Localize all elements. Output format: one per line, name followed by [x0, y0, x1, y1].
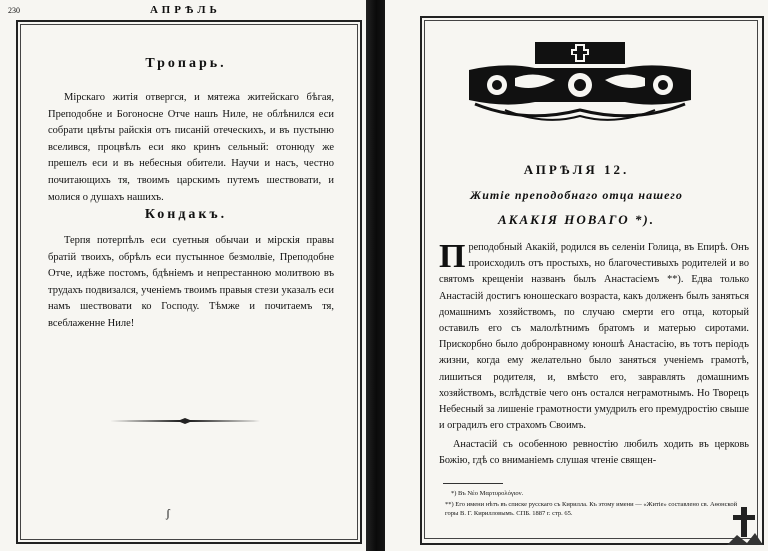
kontakion-text: Терпя потерпѣлъ еси суетныя обычаи и мірскія правы братій твоихъ, обрѣлъ еси пустынное безмолвіе, Преподобне Отче, идѣже постомъ, бдѣніемъ и непрестанною молитвою въ трудахъ подвизался, ученіемъ твоимъ правыя стези указалъ еси намъ шествовати ко Господу. Тѣмже и почитаемъ тя, всеблаженне Ниле!: [48, 235, 334, 329]
body-text-main: реподобный Акакій, родился въ селеніи Голица, въ Епирѣ. Онъ происходилъ отъ простыхъ, но благочестивыхъ родителей и во святомъ крещеніи названъ былъ Анастасіемъ **). Едва только Анастасій достигъ юношескаго возраста, какъ долженъ былъ заняться домашнимъ хозяйствомъ, по случаю смерти его отца, который оставилъ его съ малолѣтнимъ братомъ и матерью сиротами. Прискорбно было добронравному юношѣ Анастасію, въ тотъ періодъ жизни, когда ему желательно было заняться ученіемъ грамотѣ, лишиться родителя, и, вмѣсто его, завравлять домашнимъ хозяйствомъ, вслѣдствіе чего онъ остался неграмотнымъ. Но Творецъ Небесный за лишеніе грамотности умудрилъ его премудростію свыше и оградилъ его страхомъ Своимъ.: [439, 242, 749, 432]
troparion-text: Мірскаго житія отвергся, и мятежа житейскаго бѣгая, Преподобне и Богоносне Отче нашъ Ниле, не облѣнился еси собрати цвѣты райскія отъ писаній отеческихъ, и въ пустыню вселився, процвѣлъ еси яко кринъ сельный: отонюду же прешелъ еси и въ небесныя обители. Научи и насъ, честно почитающихъ тя, твоимъ царскимъ путемъ шествовати, и молися о душахъ нашихъ.: [48, 92, 334, 203]
body-text-continuation: Анастасій съ особенною ревностію любилъ ходить въ церковь Божію, гдѣ со вниманіемъ слушая чтеніе священ-: [439, 439, 749, 467]
title-line-1: Житіе преподобнаго отца нашего: [470, 188, 683, 202]
page-number: 230: [8, 6, 20, 15]
flourish-icon: ʃ: [166, 506, 170, 520]
title-line-2: АКАКІЯ НОВАГО *).: [498, 212, 655, 227]
decorative-rule: [110, 418, 260, 424]
kontakion-title: Кондакъ.: [144, 207, 228, 222]
dropcap: П: [439, 238, 466, 275]
ornamental-headpiece-icon: [465, 40, 695, 126]
left-page: [0, 0, 372, 551]
footnote-2: **) Его имени нѣтъ въ списке русскаго съ Кирилла. Къ этому имени — «Житіе» составлено св. Аѳонской горы В. Г. Кирилловымъ. СПБ. 1887 г. стр. 65.: [445, 501, 738, 517]
cross-watermark-icon: [725, 505, 765, 547]
date-heading: АПРѢЛЯ 12.: [523, 162, 630, 177]
right-page: [385, 0, 768, 551]
body-text: [439, 240, 749, 434]
footnote-rule: [443, 483, 503, 484]
footnote-1: *) Въ Νέο Μαρτυρολόγιον.: [451, 490, 524, 497]
troparion-title: Тропарь.: [145, 56, 227, 71]
running-head: АПРѢЛЬ: [150, 4, 221, 16]
